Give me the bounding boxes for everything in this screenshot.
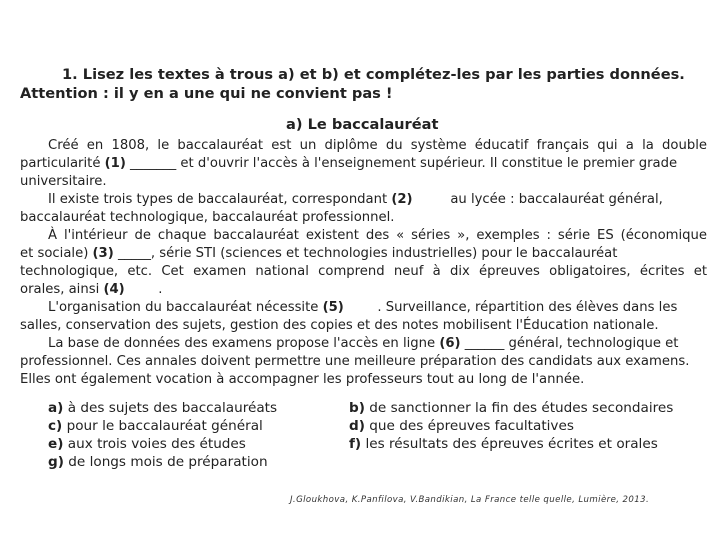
paragraph-2-line-2: baccalauréat technologique, baccalauréat professionnel. xyxy=(20,210,395,225)
gap-4: (4) xyxy=(103,282,125,297)
section-title: a) Le baccalauréat xyxy=(286,116,439,133)
gap-2: (2) xyxy=(391,192,413,207)
paragraph-5-line-1: La base de données des examens propose l'accès en ligne (6) ______ général, technologique et xyxy=(48,336,679,351)
paragraph-4-line-2: salles, conservation des sujets, gestion des copies et des notes mobilisent l'Éducation nationale. xyxy=(20,318,659,333)
paragraph-3-line-2: et sociale) (3) _____, série STI (sciences et technologies industrielles) pour le baccalauréat xyxy=(20,246,618,261)
gap-5: (5) xyxy=(322,300,344,315)
paragraph-5-line-2: professionnel. Ces annales doivent permettre une meilleure préparation des candidats aux examens. xyxy=(20,354,690,369)
paragraph-3-line-1: À l'intérieur de chaque baccalauréat existent des « séries », exemples : série ES (économique xyxy=(48,228,707,243)
exercise-number: 1. xyxy=(62,66,78,83)
paragraph-3-line-4: orales, ainsi (4) . xyxy=(20,282,163,297)
gap-1: (1) xyxy=(104,156,126,171)
option-g: g) de longs mois de préparation xyxy=(48,454,268,470)
exercise-instruction xyxy=(62,67,685,83)
exercise-warning: Attention : il y en a une qui ne convient pas ! xyxy=(20,85,393,102)
paragraph-1-line-3: universitaire. xyxy=(20,174,107,189)
option-b: b) de sanctionner la fin des études secondaires xyxy=(349,400,674,416)
option-e: e) aux trois voies des études xyxy=(48,436,246,452)
paragraph-5-line-3: Elles ont également vocation à accompagner les professeurs tout au long de l'année. xyxy=(20,372,585,387)
option-a: a) à des sujets des baccalauréats xyxy=(48,400,278,416)
option-d: d) que des épreuves facultatives xyxy=(349,418,574,434)
exercise-instruction-text: Lisez les textes à trous a) et b) et complétez-les par les parties données. xyxy=(82,66,685,83)
paragraph-2-line-1: Il existe trois types de baccalauréat, correspondant (2) au lycée : baccalauréat général, xyxy=(48,192,663,207)
paragraph-3-line-3: technologique, etc. Cet examen national comprend neuf à dix épreuves obligatoires, écrites et xyxy=(20,264,707,279)
gap-6: (6) xyxy=(439,336,461,351)
paragraph-1-line-2: particularité (1) _______ et d'ouvrir l'accès à l'enseignement supérieur. Il constitue le premier grade xyxy=(20,156,678,171)
option-c: c) pour le baccalauréat général xyxy=(48,418,263,434)
option-f: f) les résultats des épreuves écrites et orales xyxy=(349,436,658,452)
paragraph-1-line-1: Créé en 1808, le baccalauréat est un diplôme du système éducatif français qui a la double xyxy=(48,138,707,153)
paragraph-4-line-1: L'organisation du baccalauréat nécessite (5) . Surveillance, répartition des élèves dans les xyxy=(48,300,678,315)
source-citation: J.Gloukhova, K.Panfilova, V.Bandikian, La France telle quelle, Lumière, 2013. xyxy=(290,495,650,505)
gap-3: (3) xyxy=(92,246,114,261)
